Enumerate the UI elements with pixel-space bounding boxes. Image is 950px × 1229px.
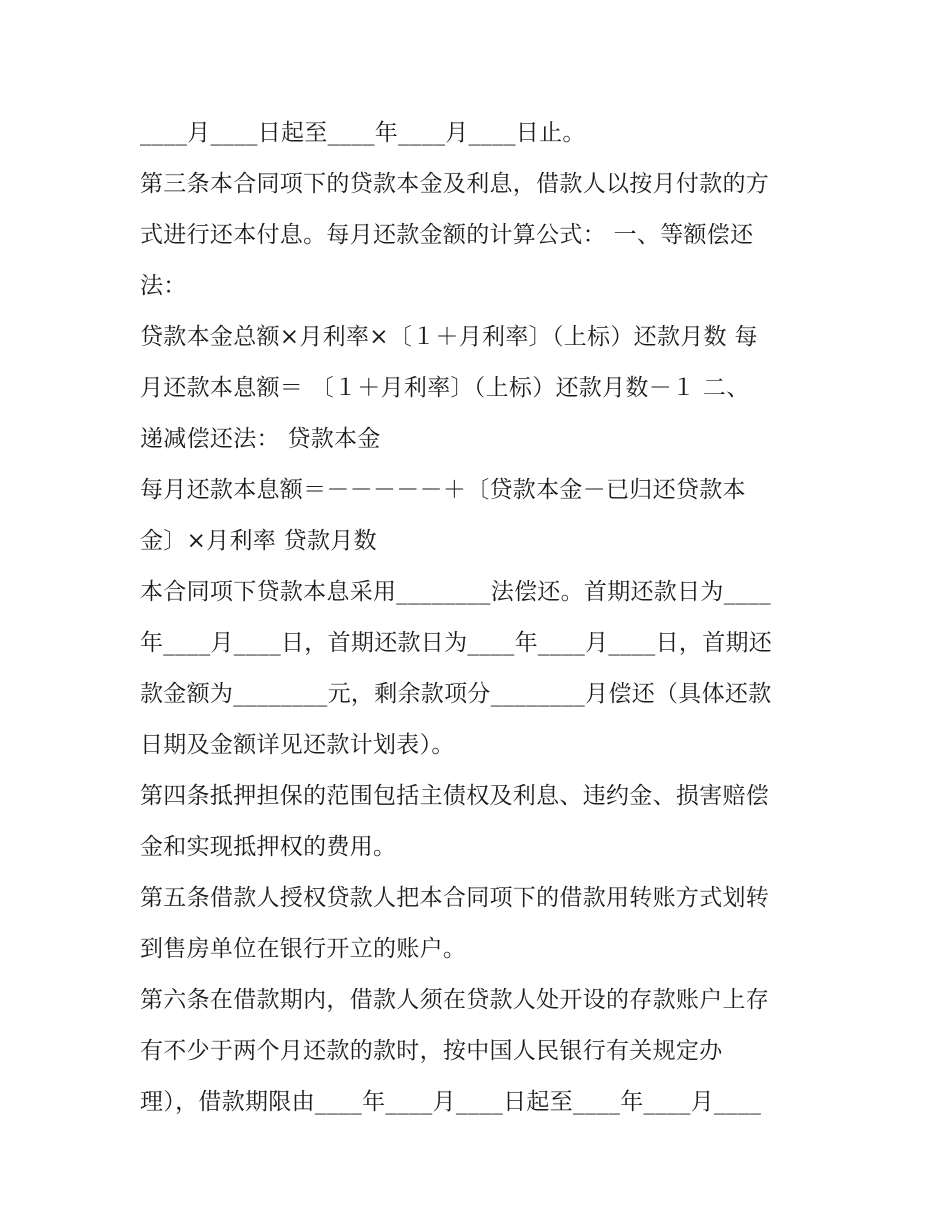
text-line: 有不少于两个月还款的款时，按中国人民银行有关规定办 bbox=[140, 1038, 723, 1064]
contract-text bbox=[140, 108, 820, 1128]
text-line: 年____月____日，首期还款日为____年____月____日，首期还 bbox=[140, 630, 773, 656]
text-line: 到售房单位在银行开立的账户。 bbox=[140, 936, 467, 962]
text-line: 金和实现抵押权的费用。 bbox=[140, 834, 397, 860]
text-line: ____月____日起至____年____月____日止。 bbox=[140, 120, 586, 146]
text-line: 第五条借款人授权贷款人把本合同项下的借款用转账方式划转 bbox=[140, 885, 770, 911]
text-line: 递减偿还法： 贷款本金 bbox=[140, 426, 381, 452]
text-line: 理），借款期限由____年____月____日起至____年____月____ bbox=[140, 1089, 762, 1115]
text-line: 月还款本息额＝ 〔１＋月利率〕（上标）还款月数－１ 二、 bbox=[140, 375, 750, 401]
text-line: 本合同项下贷款本息采用________法偿还。首期还款日为____ bbox=[140, 579, 771, 605]
text-line: 式进行还本付息。每月还款金额的计算公式： 一、等额偿还 bbox=[140, 222, 754, 248]
text-line: 第三条本合同项下的贷款本金及利息，借款人以按月付款的方 bbox=[140, 171, 770, 197]
text-line: 第六条在借款期内，借款人须在贷款人处开设的存款账户上存 bbox=[140, 987, 770, 1013]
text-line: 款金额为________元，剩余款项分________月偿还（具体还款 bbox=[140, 681, 772, 707]
text-line: 每月还款本息额＝－－－－－＋〔贷款本金－已归还贷款本 bbox=[140, 477, 746, 503]
text-line: 贷款本金总额×月利率×〔１＋月利率〕（上标）还款月数 每 bbox=[140, 324, 758, 350]
text-line: 第四条抵押担保的范围包括主债权及利息、违约金、损害赔偿 bbox=[140, 783, 770, 809]
text-line: 法： bbox=[140, 273, 187, 299]
text-line: 金〕×月利率 贷款月数 bbox=[140, 528, 377, 554]
text-line: 日期及金额详见还款计划表）。 bbox=[140, 732, 455, 758]
